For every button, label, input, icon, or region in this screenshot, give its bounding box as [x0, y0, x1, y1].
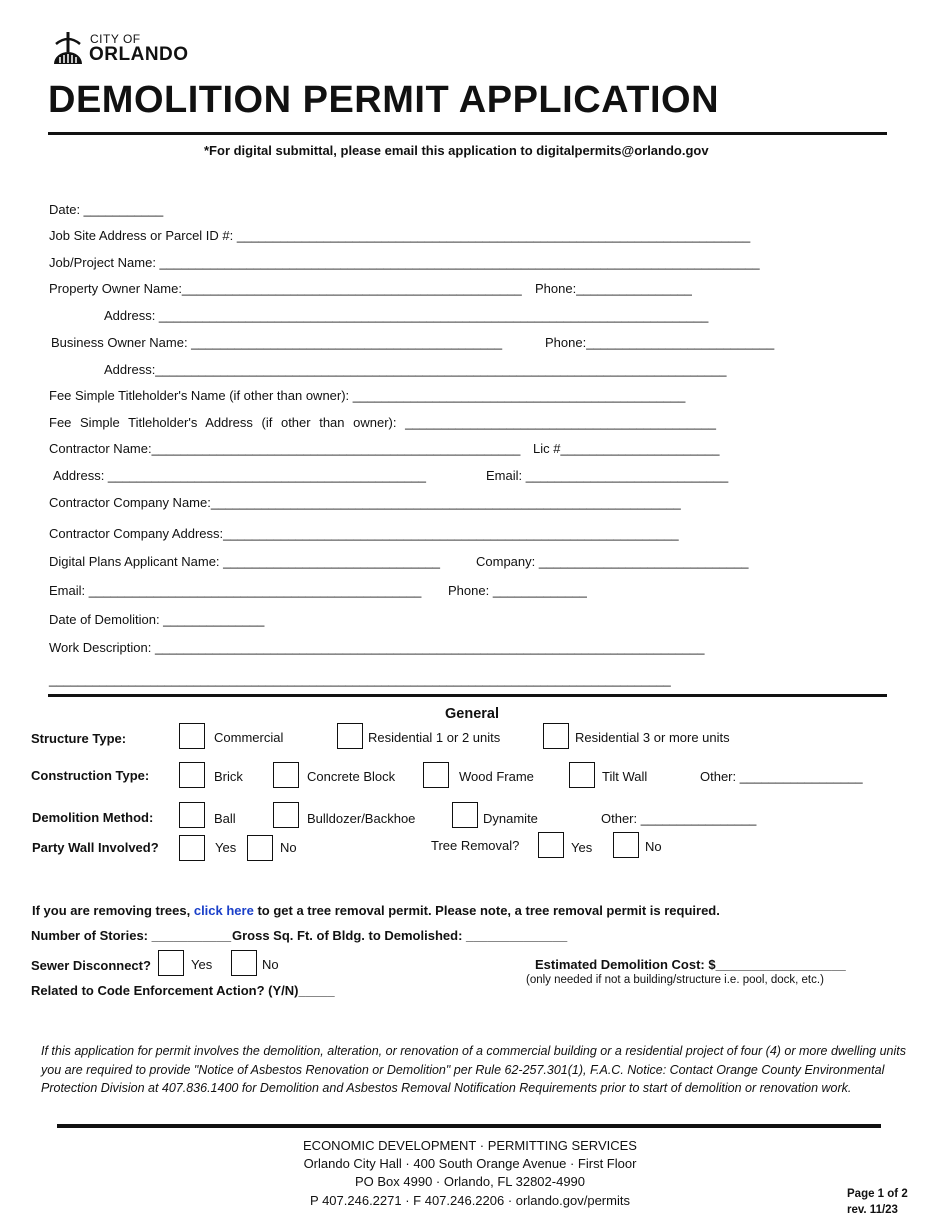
title-divider [48, 132, 887, 135]
work-description-field[interactable]: Work Description: ____________________________________________________________________________ [49, 640, 705, 655]
contractor-email-field[interactable]: Email: ____________________________ [486, 468, 729, 483]
stories-field[interactable]: Number of Stories: ___________ [31, 928, 232, 943]
tree-removal-no-label: No [645, 839, 662, 854]
method-bulldozer-label: Bulldozer/Backhoe [307, 811, 416, 826]
construction-wood-checkbox[interactable] [423, 762, 449, 788]
construction-tilt-label: Tilt Wall [602, 769, 648, 784]
city-seal-icon [50, 30, 86, 66]
structure-residential-1-2-label: Residential 1 or 2 units [368, 730, 501, 745]
job-project-field[interactable]: Job/Project Name: ___________________________________________________________________________________ [49, 255, 760, 270]
structure-commercial-label: Commercial [214, 730, 284, 745]
page-number: Page 1 of 2 [847, 1188, 908, 1200]
demolition-date-field[interactable]: Date of Demolition: ______________ [49, 612, 265, 627]
tree-removal-yes-checkbox[interactable] [538, 832, 564, 858]
contractor-lic-field[interactable]: Lic #______________________ [533, 441, 720, 456]
sewer-yes-checkbox[interactable] [158, 950, 184, 976]
owner-address-field[interactable]: Address: ____________________________________________________________________________ [104, 308, 709, 323]
structure-residential-3-label: Residential 3 or more units [575, 730, 730, 745]
party-wall-yes-checkbox[interactable] [179, 835, 205, 861]
construction-concrete-checkbox[interactable] [273, 762, 299, 788]
submittal-note: *For digital submittal, please email this application to digitalpermits@orlando.gov [204, 143, 709, 158]
method-dynamite-checkbox[interactable] [452, 802, 478, 828]
estimated-cost-field[interactable]: Estimated Demolition Cost: $__________________ [535, 957, 846, 972]
general-divider [48, 694, 887, 697]
titleholder-name-field[interactable]: Fee Simple Titleholder's Name (if other than owner): ______________________________________________ [49, 388, 686, 403]
method-other-field[interactable]: Other: ________________ [601, 811, 757, 826]
construction-type-label: Construction Type: [31, 768, 150, 783]
sewer-yes-label: Yes [191, 957, 213, 972]
company-name-field[interactable]: Contractor Company Name:_________________________________________________________________ [49, 495, 681, 510]
footer-divider [57, 1124, 881, 1128]
construction-brick-label: Brick [214, 769, 243, 784]
party-wall-label: Party Wall Involved? [32, 840, 159, 855]
sqft-field[interactable]: Gross Sq. Ft. of Bldg. to Demolished: ______________ [232, 928, 568, 943]
owner-phone-field[interactable]: Phone:________________ [535, 281, 692, 296]
plans-applicant-field[interactable]: Digital Plans Applicant Name: ______________________________ [49, 554, 441, 569]
structure-residential-3-checkbox[interactable] [543, 723, 569, 749]
construction-concrete-label: Concrete Block [307, 769, 396, 784]
tree-removal-no-checkbox[interactable] [613, 832, 639, 858]
revision-date: rev. 11/23 [847, 1204, 898, 1216]
party-wall-yes-label: Yes [215, 840, 237, 855]
sewer-no-checkbox[interactable] [231, 950, 257, 976]
party-wall-no-label: No [280, 840, 297, 855]
page-title: DEMOLITION PERMIT APPLICATION [48, 79, 720, 121]
structure-residential-1-2-checkbox[interactable] [337, 723, 363, 749]
estimated-cost-note: (only needed if not a building/structure i.e. pool, dock, etc.) [526, 974, 824, 986]
construction-other-field[interactable]: Other: _________________ [700, 769, 863, 784]
logo-name: ORLANDO [89, 44, 189, 65]
logo-city-of: CITY OF [90, 32, 141, 46]
construction-tilt-checkbox[interactable] [569, 762, 595, 788]
demolition-method-label: Demolition Method: [32, 810, 154, 825]
owner-name-field[interactable]: Property Owner Name:_______________________________________________ [49, 281, 522, 296]
footer-address: Orlando City Hall · 400 South Orange Avenue · First Floor [303, 1156, 637, 1171]
sewer-disconnect-label: Sewer Disconnect? [31, 958, 151, 973]
city-logo [48, 28, 208, 68]
party-wall-no-checkbox[interactable] [247, 835, 273, 861]
footer-contact: P 407.246.2271 · F 407.246.2206 · orlando.gov/permits [310, 1193, 630, 1208]
business-name-field[interactable]: Business Owner Name: ___________________________________________ [51, 335, 503, 350]
phone-field[interactable]: Phone: _____________ [448, 583, 587, 598]
code-enforcement-field[interactable]: Related to Code Enforcement Action? (Y/N)_____ [31, 983, 335, 998]
tree-note-after: to get a tree removal permit. Please note, a tree removal permit is required. [253, 903, 720, 918]
method-ball-label: Ball [214, 811, 236, 826]
titleholder-address-field[interactable]: Fee Simple Titleholder's Address (if other than owner): ___________________________________________ [49, 415, 716, 430]
job-site-field[interactable]: Job Site Address or Parcel ID #: _______________________________________________________________________ [49, 228, 751, 243]
business-address-field[interactable]: Address:_______________________________________________________________________________ [104, 362, 727, 377]
tree-permit-link[interactable]: click here [193, 903, 254, 918]
tree-removal-yes-label: Yes [571, 840, 593, 855]
asbestos-notice: If this application for permit involves the demolition, alteration, or renovation of a commercial building or a residential project of four (4) or more dwelling units you are required to provide "Notice of Asbestos Renovation or Demolition" per Rule 62-257.301(1), F.A.C. Notice: Contact Orange County Environmental Protection Division at 407.836.1400 for Demolition and Asbestos Removal Notification Requirements prior to start of demolition or renovation work. [41, 1044, 907, 1095]
email-field[interactable]: Email: ______________________________________________ [49, 583, 422, 598]
method-bulldozer-checkbox[interactable] [273, 802, 299, 828]
plans-company-field[interactable]: Company: _____________________________ [476, 554, 749, 569]
sewer-no-label: No [262, 957, 279, 972]
contractor-name-field[interactable]: Contractor Name:___________________________________________________ [49, 441, 521, 456]
structure-type-label: Structure Type: [31, 731, 127, 746]
work-description-line2[interactable]: ______________________________________________________________________________________ [49, 672, 671, 687]
construction-wood-label: Wood Frame [459, 769, 534, 784]
construction-brick-checkbox[interactable] [179, 762, 205, 788]
footer-po-box: PO Box 4990 · Orlando, FL 32802-4990 [354, 1174, 586, 1189]
structure-commercial-checkbox[interactable] [179, 723, 205, 749]
method-ball-checkbox[interactable] [179, 802, 205, 828]
method-dynamite-label: Dynamite [483, 811, 538, 826]
date-field[interactable]: Date: ___________ [49, 202, 164, 217]
tree-note-before: If you are removing trees, [32, 903, 194, 918]
tree-removal-label: Tree Removal? [431, 838, 520, 853]
company-address-field[interactable]: Contractor Company Address:_______________________________________________________________ [49, 526, 679, 541]
footer-department: ECONOMIC DEVELOPMENT · PERMITTING SERVICES [303, 1138, 637, 1153]
tree-permit-note [32, 903, 720, 918]
business-phone-field[interactable]: Phone:__________________________ [545, 335, 775, 350]
contractor-address-field[interactable]: Address: ____________________________________________ [53, 468, 427, 483]
general-heading: General [445, 706, 499, 722]
